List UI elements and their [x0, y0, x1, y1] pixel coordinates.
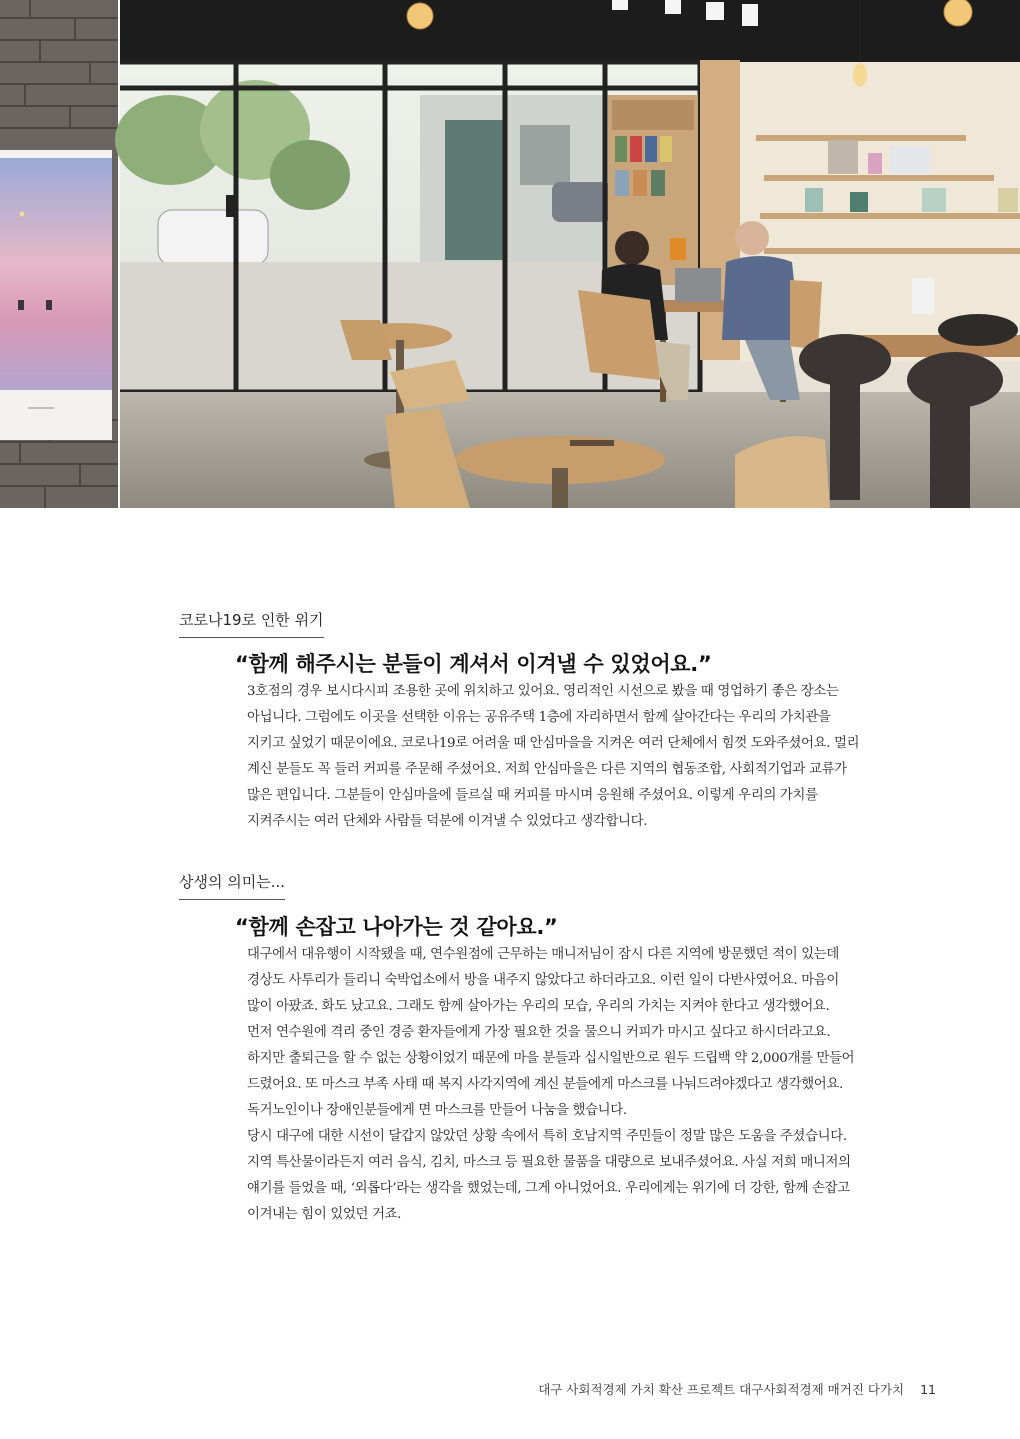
- paragraph-line: 얘기를 들었을 때, ‘외롭다’라는 생각을 했었는데, 그게 아니었어요. 우리에게는 위기에 더 강한, 함께 손잡고: [247, 1181, 850, 1196]
- section-1-body: [247, 679, 937, 835]
- pull-quote-1: “함께 해주시는 분들이 계셔서 이겨낼 수 있었어요.”: [235, 652, 712, 676]
- paragraph-line: 계신 분들도 꼭 들러 커피를 주문해 주셨어요. 저희 안심마을은 다른 지역의 협동조합, 사회적기업과 교류가: [247, 762, 847, 777]
- paragraph-line: 하지만 출퇴근을 할 수 없는 상황이었기 때문에 마을 분들과 십시일반으로 원두 드립백 약 2,000개를 만들어: [247, 1051, 855, 1066]
- paragraph-line: 지역 특산물이라든지 여러 음식, 김치, 마스크 등 필요한 물품을 대량으로 보내주셨어요. 사실 저희 매니저의: [247, 1155, 851, 1170]
- cafe-interior-photo: [0, 0, 1020, 508]
- paragraph-line: 지키고 싶었기 때문이에요. 코로나19로 어려울 때 안심마을을 지켜온 여러 단체에서 힘껏 도와주셨어요. 멀리: [247, 736, 860, 751]
- paragraph-line: 이겨내는 힘이 있었던 거죠.: [247, 1207, 402, 1222]
- page-number: 11: [920, 1382, 936, 1397]
- sunset-poster: [0, 150, 112, 440]
- paragraph-line: 당시 대구에 대한 시선이 달갑지 않았던 상황 속에서 특히 호남지역 주민들이 정말 많은 도움을 주셨습니다.: [247, 1129, 847, 1144]
- paragraph-line: 대구에서 대유행이 시작됐을 때, 연수원점에 근무하는 매니저님이 잠시 다른 지역에 방문했던 적이 있는데: [247, 947, 839, 962]
- section-label-meaning-of-coexistence: 상생의 의미는...: [179, 871, 285, 900]
- paragraph-line: 3호점의 경우 보시다시피 조용한 곳에 위치하고 있어요. 영리적인 시선으로 봤을 때 영업하기 좋은 장소는: [247, 684, 839, 699]
- page-footer: [538, 1380, 936, 1398]
- section-2-body: [247, 942, 937, 1228]
- pull-quote-2: “함께 손잡고 나아가는 것 같아요.”: [235, 915, 558, 939]
- paragraph-line: 많이 아팠죠. 화도 났고요. 그래도 함께 살아가는 우리의 모습, 우리의 가치는 지켜야 한다고 생각했어요.: [247, 999, 830, 1014]
- magazine-title: 대구 사회적경제 가치 확산 프로젝트 대구사회적경제 매거진 다가치: [538, 1382, 905, 1397]
- ceiling: [120, 0, 1020, 62]
- section-label-corona-crisis: 코로나19로 인한 위기: [179, 609, 324, 638]
- paragraph-line: 많은 편입니다. 그분들이 안심마을에 들르실 때 커피를 마시며 응원해 주셨어요. 이렇게 우리의 가치를: [247, 788, 818, 803]
- paragraph-line: 지켜주시는 여러 단체와 사람들 덕분에 이겨낼 수 있었다고 생각합니다.: [247, 814, 648, 829]
- paragraph-line: 경상도 사투리가 들리니 숙박업소에서 방을 내주지 않았다고 하더라고요. 이런 일이 다반사였어요. 마음이: [247, 973, 839, 988]
- paragraph-line: 아닙니다. 그럼에도 이곳을 선택한 이유는 공유주택 1층에 자리하면서 함께 살아간다는 우리의 가치관을: [247, 710, 831, 725]
- paragraph-line: 먼저 연수원에 격리 중인 경증 환자들에게 가장 필요한 것을 물으니 커피가 마시고 싶다고 하시더라고요.: [247, 1025, 831, 1040]
- paragraph-line: 드렸어요. 또 마스크 부족 사태 때 복지 사각지역에 계신 분들에게 마스크를 나눠드려야겠다고 생각했어요.: [247, 1077, 843, 1092]
- paragraph-line: 독거노인이나 장애인분들에게 면 마스크를 만들어 나눔을 했습니다.: [247, 1103, 627, 1118]
